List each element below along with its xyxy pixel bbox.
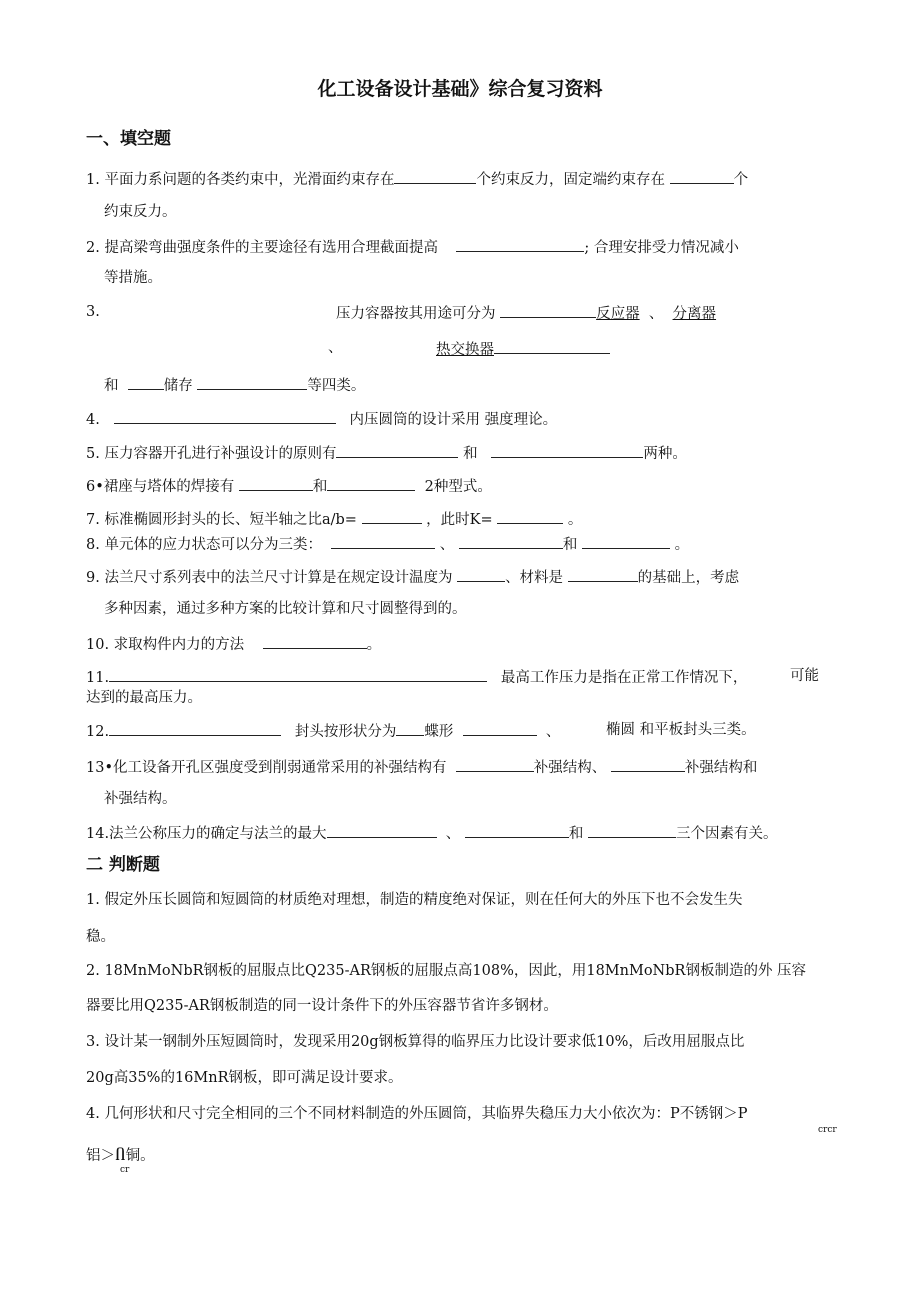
q10-text-b: 。	[366, 637, 382, 653]
judgment-4: 4. 几何形状和尺寸完全相同的三个不同材料制造的外压圆筒，其临界失稳压力大小依次为：P不锈钢＞P	[86, 1106, 748, 1122]
q3-sep-2: 、	[328, 340, 343, 356]
q5-blank-2	[491, 442, 643, 458]
q6-blank-2	[327, 475, 415, 491]
question-2-cont: 等措施。	[104, 270, 162, 286]
q11-text-a: 最高工作压力是指在正常工作情况下，	[500, 670, 748, 686]
q8-text-b: 、	[439, 537, 455, 553]
q12-text-c: 、	[545, 724, 561, 740]
q3-sep-1: 、	[648, 306, 664, 322]
q1-text-b: 个约束反力，固定端约束存在	[476, 172, 665, 188]
q5-blank-1	[336, 442, 458, 458]
q3-answer-separator: 分离器	[672, 306, 717, 322]
q14-blank-3	[588, 822, 676, 838]
q6-blank-1	[239, 475, 313, 491]
q12-number: 12.	[86, 724, 110, 740]
q4-number: 4.	[86, 412, 100, 428]
q8-blank-2	[459, 533, 563, 549]
question-13-cont: 补强结构。	[104, 791, 177, 807]
q11-blank-1	[109, 666, 487, 682]
q13-text-b: 补强结构、	[533, 760, 607, 776]
judgment-2-cont: 器要比用Q235-AR钢板制造的同一设计条件下的外压容器节省许多钢材。	[86, 998, 558, 1014]
q14-blank-1	[327, 822, 437, 838]
q10-text-a: 10. 求取构件内力的方法	[86, 637, 245, 653]
section-judgment-heading: 二 判断题	[86, 855, 160, 875]
q7-text-a: 7. 标准椭圆形封头的长、短半轴之比a/b=	[86, 512, 357, 528]
q14-text-b: 、	[445, 826, 461, 842]
q1-text-a: 1. 平面力系问题的各类约束中，光滑面约束存在	[86, 172, 395, 188]
q7-text-c: 。	[567, 512, 583, 528]
q8-blank-3	[582, 533, 670, 549]
q9-blank-2	[568, 566, 638, 582]
question-8	[86, 533, 689, 555]
q6-text-b: 和	[312, 479, 328, 495]
q12-text-b: 蝶形	[424, 724, 454, 740]
q8-text-a: 8. 单元体的应力状态可以分为三类：	[86, 537, 322, 553]
question-1	[86, 168, 748, 190]
q4-text-a: 内压圆筒的设计采用 强度理论。	[349, 412, 558, 428]
q11-number: 11.	[86, 670, 110, 686]
q8-text-d: 。	[674, 537, 690, 553]
question-5	[86, 442, 687, 464]
q3-blank-2	[494, 338, 610, 354]
q7-blank-2	[497, 508, 563, 524]
q6-text-a: 6•裙座与塔体的焊接有	[86, 479, 235, 495]
q14-text-d: 三个因素有关。	[676, 826, 778, 842]
q1-blank-1	[394, 168, 476, 184]
judgment-1-cont: 稳。	[86, 929, 115, 945]
judgment-2: 2. 18MnMoNbR钢板的屈服点比Q235-AR钢板的屈服点高108%，因此，用18MnMoNbR钢板制造的外 压容	[86, 963, 807, 979]
q8-blank-1	[331, 533, 435, 549]
question-11-cont: 达到的最高压力。	[86, 690, 202, 706]
q14-text-a: 14.法兰公称压力的确定与法兰的最大	[86, 826, 327, 842]
q1-text-c: 个	[733, 172, 749, 188]
judgment-3-cont: 20g高35%的16MnR钢板，即可满足设计要求。	[86, 1070, 403, 1086]
q3-end: 等四类。	[307, 378, 366, 394]
question-11	[86, 666, 747, 688]
q3-answer-exchanger: 热交换器	[436, 342, 494, 358]
question-3-number: 3.	[86, 304, 100, 320]
q3-text-a: 压力容器按其用途可分为	[336, 306, 496, 322]
q2-text-b: ; 合理安排受力情况减小	[584, 240, 739, 256]
q5-text-c: 两种。	[643, 446, 687, 462]
q3-answer-reactor: 反应器	[596, 306, 640, 322]
q12-blank-1	[109, 720, 281, 736]
question-12	[86, 720, 560, 742]
question-3	[336, 302, 716, 324]
q3-and: 和	[104, 378, 119, 394]
q11-text-b: 可能	[790, 668, 819, 684]
q6-text-c: 2种型式。	[424, 479, 492, 495]
question-1-cont: 约束反力。	[104, 204, 177, 220]
q10-blank-1	[263, 633, 367, 649]
q14-text-c: 和	[568, 826, 584, 842]
q7-blank-1	[362, 508, 422, 524]
q3-blank-3	[128, 374, 164, 390]
question-7	[86, 508, 582, 530]
q9-text-c: 的基础上，考虑	[637, 570, 740, 586]
question-10	[86, 633, 381, 655]
judgment-3: 3. 设计某一钢制外压短圆筒时，发现采用20g钢板算得的临界压力比设计要求低10%，后改用屈服点比	[86, 1034, 745, 1050]
judgment-4-subscript-2: cr	[120, 1165, 130, 1175]
q2-text-a: 2. 提高梁弯曲强度条件的主要途径有选用合理截面提高	[86, 240, 438, 256]
q3-blank-4	[197, 374, 307, 390]
q13-blank-1	[456, 756, 534, 772]
q5-text-a: 5. 压力容器开孔进行补强设计的原则有	[86, 446, 337, 462]
q8-text-c: 和	[562, 537, 578, 553]
judgment-1: 1. 假定外压长圆筒和短圆筒的材质绝对理想，制造的精度绝对保证，则在任何大的外压下也不会发生失	[86, 892, 743, 908]
q12-text-a: 封头按形状分为	[294, 724, 397, 740]
question-3-line-2	[436, 338, 610, 360]
q14-blank-2	[465, 822, 569, 838]
question-9-cont: 多种因素，通过多种方案的比较计算和尺寸圆整得到的。	[104, 601, 467, 617]
q2-blank-1	[456, 236, 584, 252]
section-fill-in-heading: 一、填空题	[86, 129, 171, 149]
question-4	[86, 408, 557, 430]
q9-text-a: 9. 法兰尺寸系列表中的法兰尺寸计算是在规定设计温度为	[86, 570, 453, 586]
document-title: 化工设备设计基础》综合复习资料	[317, 78, 603, 100]
q13-text-c: 补强结构和	[684, 760, 758, 776]
q12-blank-3	[463, 720, 537, 736]
q12-blank-2	[396, 720, 424, 736]
question-14	[86, 822, 778, 844]
question-9	[86, 566, 739, 588]
q9-text-b: 、材料是	[505, 570, 564, 586]
q13-text-a: 13•化工设备开孔区强度受到削弱通常采用的补强结构有	[86, 760, 447, 776]
q1-blank-2	[670, 168, 734, 184]
judgment-4-subscript-1: crcr	[818, 1125, 837, 1135]
q3-blank-1	[500, 302, 596, 318]
q9-blank-1	[457, 566, 505, 582]
judgment-4-cont: 铝＞Ⴖ铜。	[86, 1148, 155, 1164]
question-2	[86, 236, 739, 258]
question-6	[86, 475, 492, 497]
question-3-line-3	[104, 374, 365, 396]
q7-text-b: ，此时K=	[426, 512, 493, 528]
q5-text-b: 和	[463, 446, 478, 462]
q3-storage: 储存	[163, 378, 193, 394]
question-13	[86, 756, 757, 778]
q12-text-d: 椭圆 和平板封头三类。	[606, 722, 756, 738]
q13-blank-2	[611, 756, 685, 772]
q4-blank-1	[114, 408, 336, 424]
